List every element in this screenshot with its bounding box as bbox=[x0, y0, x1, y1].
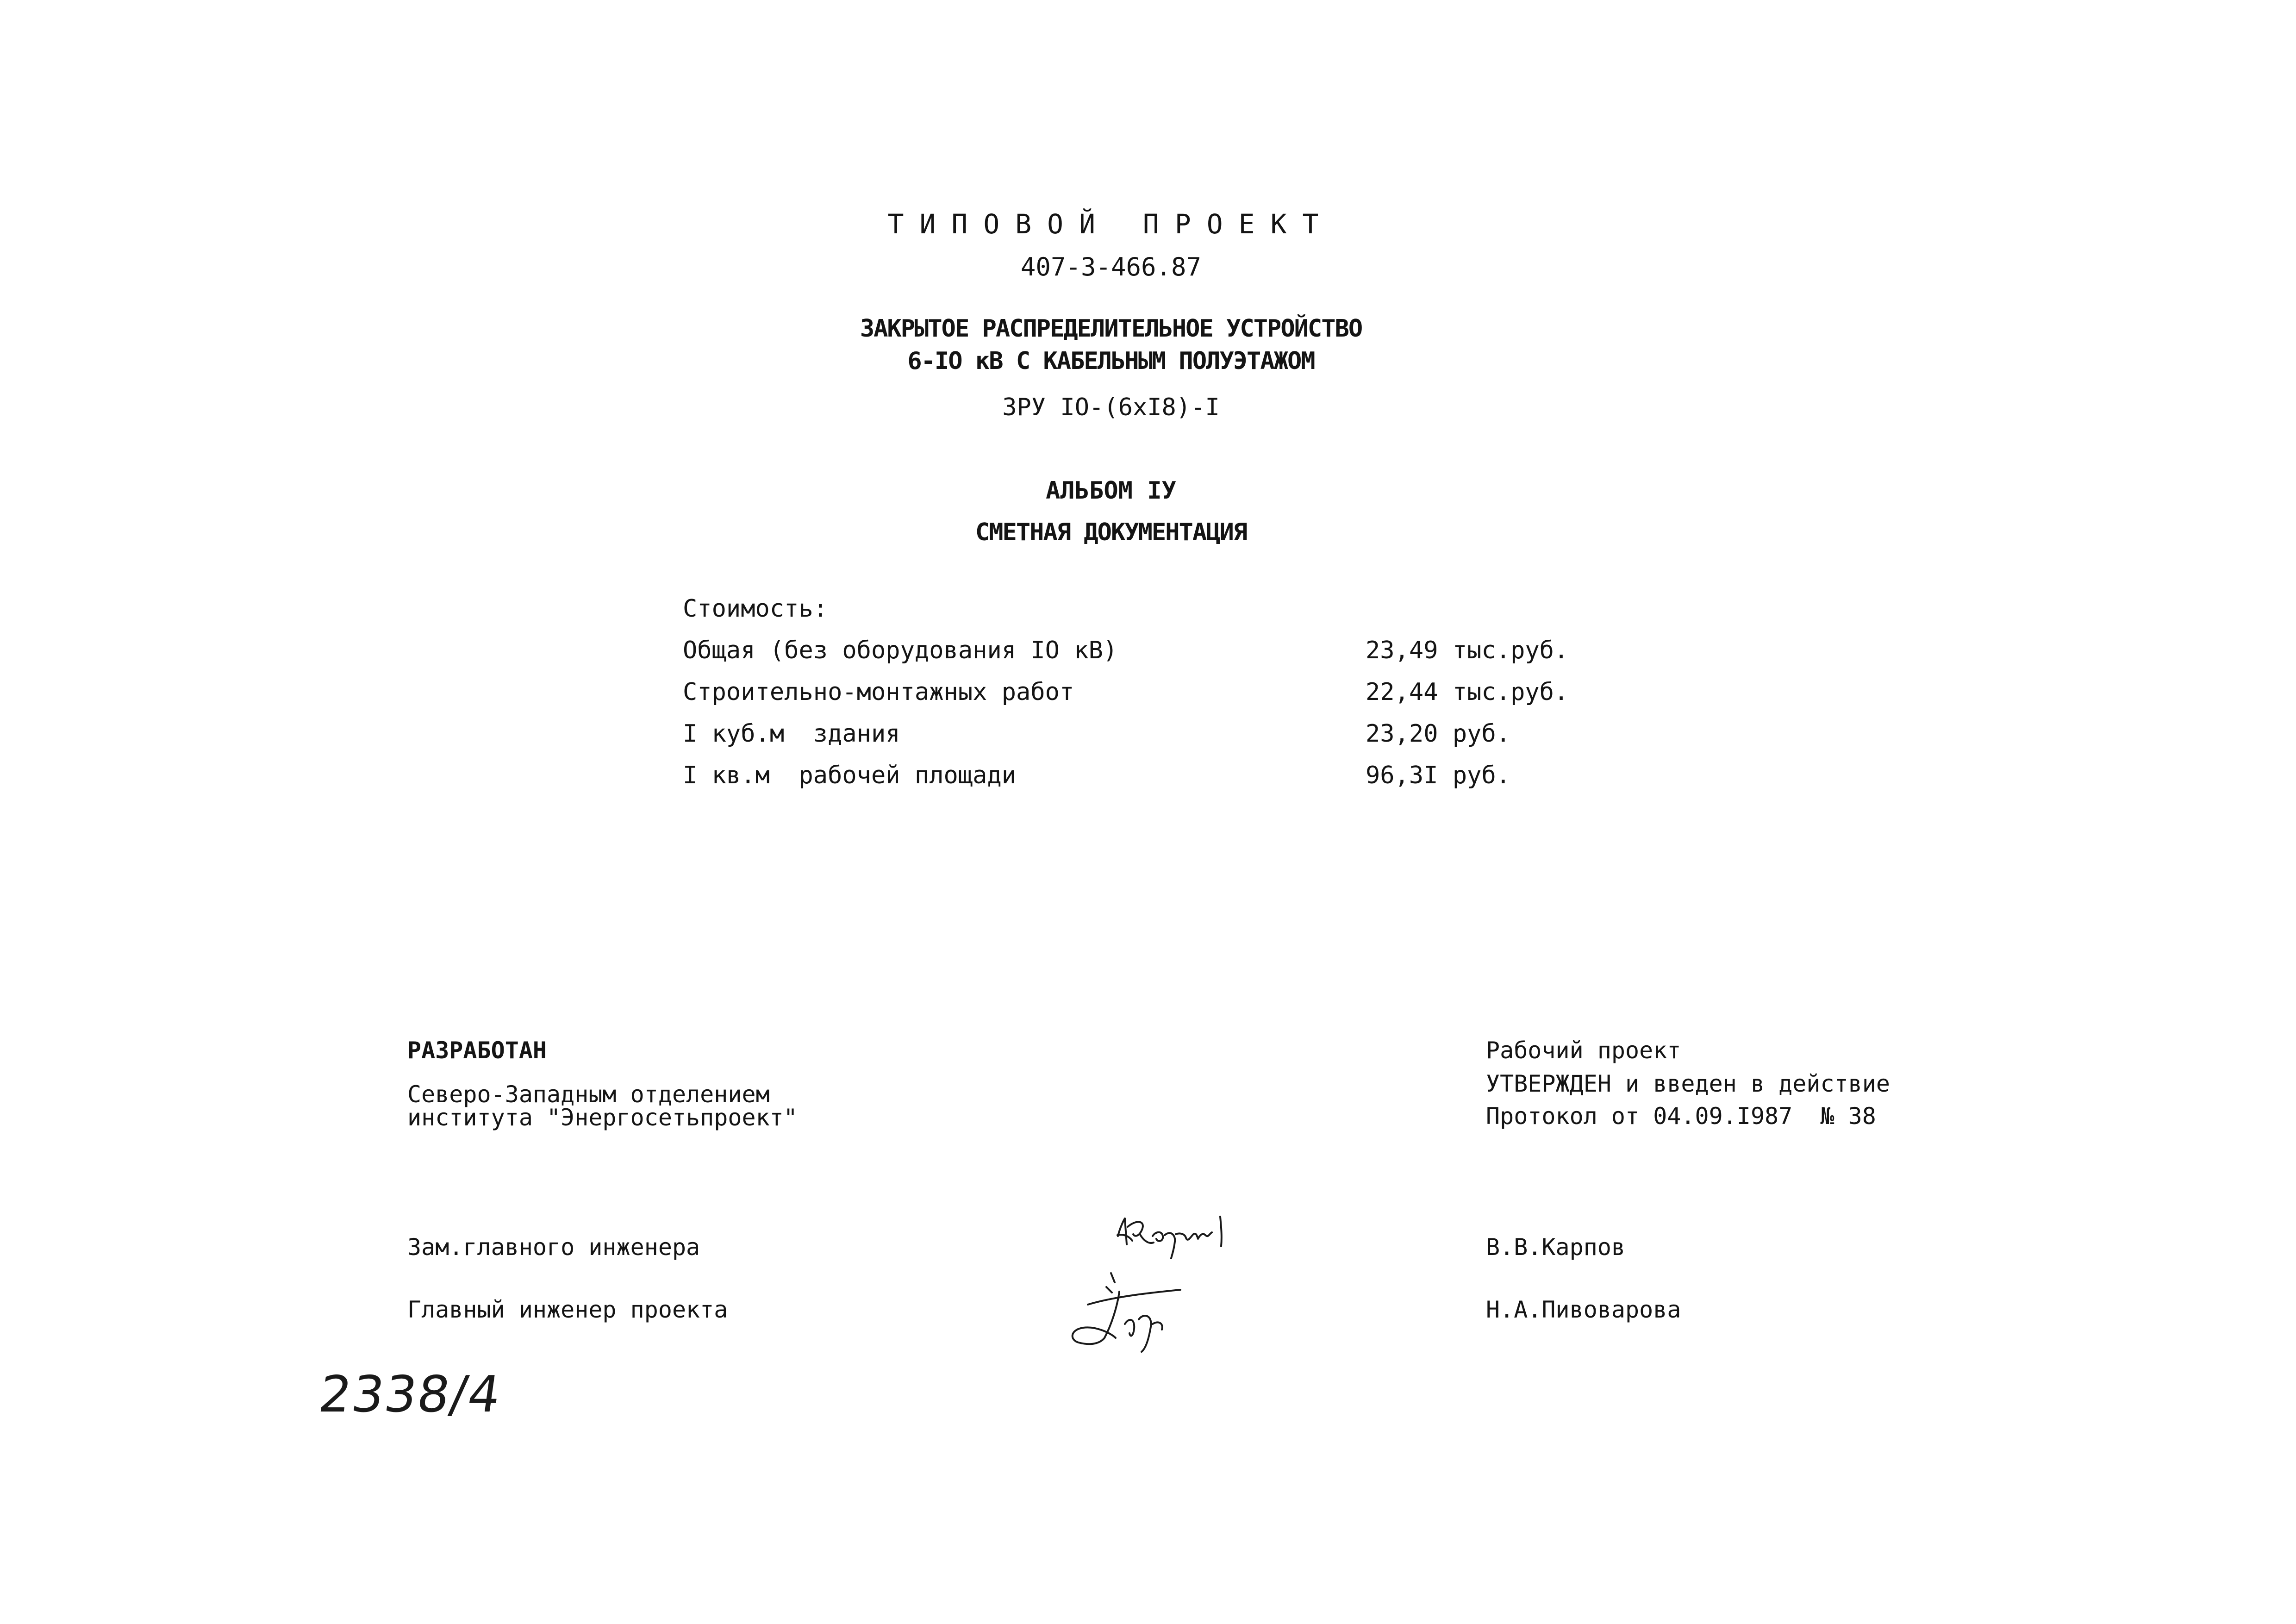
archive-number: 2338/4 bbox=[315, 1366, 505, 1424]
cost-label: I куб.м здания bbox=[683, 720, 900, 748]
signatory-role: Зам.главного инженера bbox=[407, 1234, 700, 1261]
signature-karpov bbox=[1111, 1208, 1250, 1264]
developer-line-1: Северо-Западным отделением bbox=[407, 1081, 770, 1108]
cost-value: 96,3I руб. bbox=[1366, 762, 1511, 789]
approval-line-2: УТВЕРЖДЕН и введен в действие bbox=[1486, 1070, 1890, 1097]
project-number: 407-3-466.87 bbox=[1020, 252, 1202, 281]
cost-row bbox=[683, 637, 1609, 669]
cost-heading: Стоимость: bbox=[683, 595, 828, 623]
album-title: АЛЬБОМ IУ bbox=[1046, 477, 1176, 505]
document-subtitle: СМЕТНАЯ ДОКУМЕНТАЦИЯ bbox=[975, 518, 1247, 546]
cost-row bbox=[683, 678, 1609, 711]
document-type-title: ТИПОВОЙ ПРОЕКТ bbox=[887, 208, 1335, 240]
signatory-name: Н.А.Пивоварова bbox=[1486, 1296, 1681, 1323]
approval-protocol: Протокол от 04.09.I987 № 38 bbox=[1486, 1103, 1876, 1130]
approval-line-1: Рабочий проект bbox=[1486, 1037, 1681, 1064]
cost-label: I кв.м рабочей площади bbox=[683, 762, 1017, 789]
signature-pivovarova bbox=[1060, 1268, 1208, 1356]
cost-value: 22,44 тыс.руб. bbox=[1366, 678, 1569, 706]
developer-line-2: института "Энергосетьпроект" bbox=[407, 1104, 798, 1131]
cost-value: 23,20 руб. bbox=[1366, 720, 1511, 748]
signatory-name: В.В.Карпов bbox=[1486, 1234, 1626, 1261]
cost-label: Общая (без оборудования IO кВ) bbox=[683, 637, 1118, 664]
cost-value: 23,49 тыс.руб. bbox=[1366, 637, 1569, 664]
cost-row bbox=[683, 720, 1609, 752]
signatory-role: Главный инженер проекта bbox=[407, 1296, 728, 1323]
cost-label: Строительно-монтажных работ bbox=[683, 678, 1074, 706]
project-name-line-2: 6-IO кВ С КАБЕЛЬНЫМ ПОЛУЭТАЖОМ bbox=[907, 347, 1315, 375]
cost-row bbox=[683, 762, 1609, 794]
project-code: ЗРУ IO-(6хI8)-I bbox=[1002, 394, 1220, 421]
developed-heading: РАЗРАБОТАН bbox=[407, 1037, 547, 1064]
project-name-line-1: ЗАКРЫТОЕ РАСПРЕДЕЛИТЕЛЬНОЕ УСТРОЙСТВО bbox=[860, 315, 1362, 343]
